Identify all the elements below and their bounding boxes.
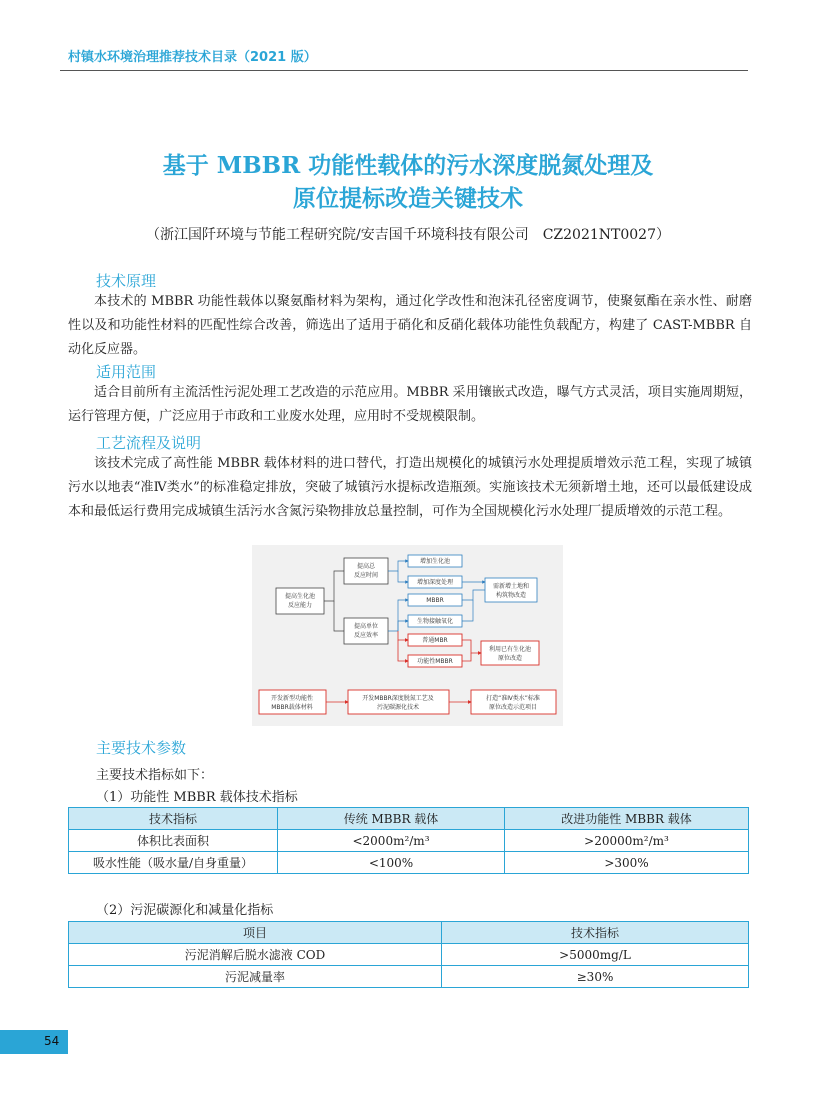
table-header-cell: 项目	[69, 922, 442, 944]
header-rule	[60, 70, 748, 71]
page-title-line2: 原位提标改造关键技术	[293, 185, 523, 212]
table-row	[69, 944, 749, 966]
section-heading-scope: 适用范围	[96, 363, 157, 381]
table-cell: >20000m²/m³	[505, 830, 749, 852]
label-bottom1: 开发新型功能性 MBBR载体材料	[270, 695, 314, 711]
table-sludge-indicators	[68, 921, 749, 988]
table-row	[69, 830, 749, 852]
section-heading-params: 主要技术参数	[96, 739, 187, 757]
table1-caption: （1）功能性 MBBR 载体技术指标	[96, 790, 298, 805]
paragraph-scope: 适合目前所有主流活性污泥处理工艺改造的示范应用。MBBR 采用镶嵌式改造，曝气方式灵活，项目实施周期短，运行管理方便，广泛应用于市政和工业废水处理，应用时不受规模限制。	[68, 385, 752, 424]
table2-caption: （2）污泥碳源化和减量化指标	[96, 903, 274, 918]
label-bottom2: 开发MBBR深度脱氮工艺及污泥碳源化技术	[362, 695, 434, 711]
table-cell: 污泥消解后脱水滤液 COD	[69, 944, 442, 966]
flow-diagram-svg	[252, 545, 563, 726]
table-cell: ≥30%	[442, 966, 749, 988]
paragraph-process: 该技术完成了高性能 MBBR 载体材料的进口替代，打造出规模化的城镇污水处理提质增效示范工程，实现了城镇污水以地表“准Ⅳ类水”的标准稳定排放，突破了城镇污水提标改造瓶颈。实施该技术无须新增土地，还可以最低建设成本和最低运行费用完成城镇生活污水含氮污染物排放总量控制，可作为全国规模化污水处理厂提质增效的示范工程。	[68, 456, 752, 519]
section-heading-principle: 技术原理	[96, 272, 157, 290]
node-mid2	[344, 618, 388, 644]
section-heading-process: 工艺流程及说明	[96, 434, 202, 452]
table-header-row	[69, 922, 749, 944]
table-header-cell: 技术指标	[69, 808, 278, 830]
table-header-row	[69, 808, 749, 830]
label-mid1: 提高总反应时间	[353, 563, 379, 579]
table-row	[69, 852, 749, 874]
label-note1: 需新增土地和构筑物改造	[492, 583, 530, 599]
page-title-line1: 基于 MBBR 功能性载体的污水深度脱氮处理及	[162, 152, 654, 179]
table-cell: <100%	[278, 852, 505, 874]
table-cell: 体积比表面积	[69, 830, 278, 852]
table-header-cell: 技术指标	[442, 922, 749, 944]
table-row	[69, 966, 749, 988]
table-cell: 污泥减量率	[69, 966, 442, 988]
running-header: 村镇水环境治理推荐技术目录（2021 版）	[68, 50, 317, 65]
label-note2: 利用已有生化池原位改造	[488, 646, 532, 662]
node-root	[276, 588, 324, 614]
page-subtitle: （浙江国阡环境与节能工程研究院/安吉国千环境科技有限公司 CZ2021NT0027）	[145, 227, 670, 243]
table-cell: <2000m²/m³	[278, 830, 505, 852]
label-right6: 功能性MBBR	[417, 658, 453, 665]
label-right2: 增加深度处理	[416, 579, 454, 586]
label-mid2: 提高单位反应效率	[353, 623, 379, 639]
label-right1: 增加生化池	[419, 558, 451, 565]
label-right4: 生物接触氧化	[416, 618, 454, 625]
table-cell: >300%	[505, 852, 749, 874]
table-cell: >5000mg/L	[442, 944, 749, 966]
label-root: 提高生化池反应能力	[284, 593, 316, 609]
label-bottom3: 打造“准Ⅳ类水”标准原位改造示范项目	[486, 695, 540, 711]
table-header-cell: 改进功能性 MBBR 载体	[505, 808, 749, 830]
page-number: 54	[44, 1034, 60, 1048]
node-mid1	[344, 558, 388, 584]
table-header-cell: 传统 MBBR 载体	[278, 808, 505, 830]
process-flow-diagram	[252, 545, 563, 726]
params-intro: 主要技术指标如下：	[96, 768, 214, 783]
label-right3: MBBR	[426, 597, 444, 604]
label-right5: 普通MBR	[422, 637, 448, 644]
table-carrier-indicators	[68, 807, 749, 874]
paragraph-principle: 本技术的 MBBR 功能性载体以聚氨酯材料为架构，通过化学改性和泡沫孔径密度调节，使聚氨酯在亲水性、耐磨性以及和功能性材料的匹配性综合改善，筛选出了适用于硝化和反硝化载体功能性负载配方，构建了 CAST-MBBR 自动化反应器。	[68, 294, 752, 357]
table-cell: 吸水性能（吸水量/自身重量）	[69, 852, 278, 874]
